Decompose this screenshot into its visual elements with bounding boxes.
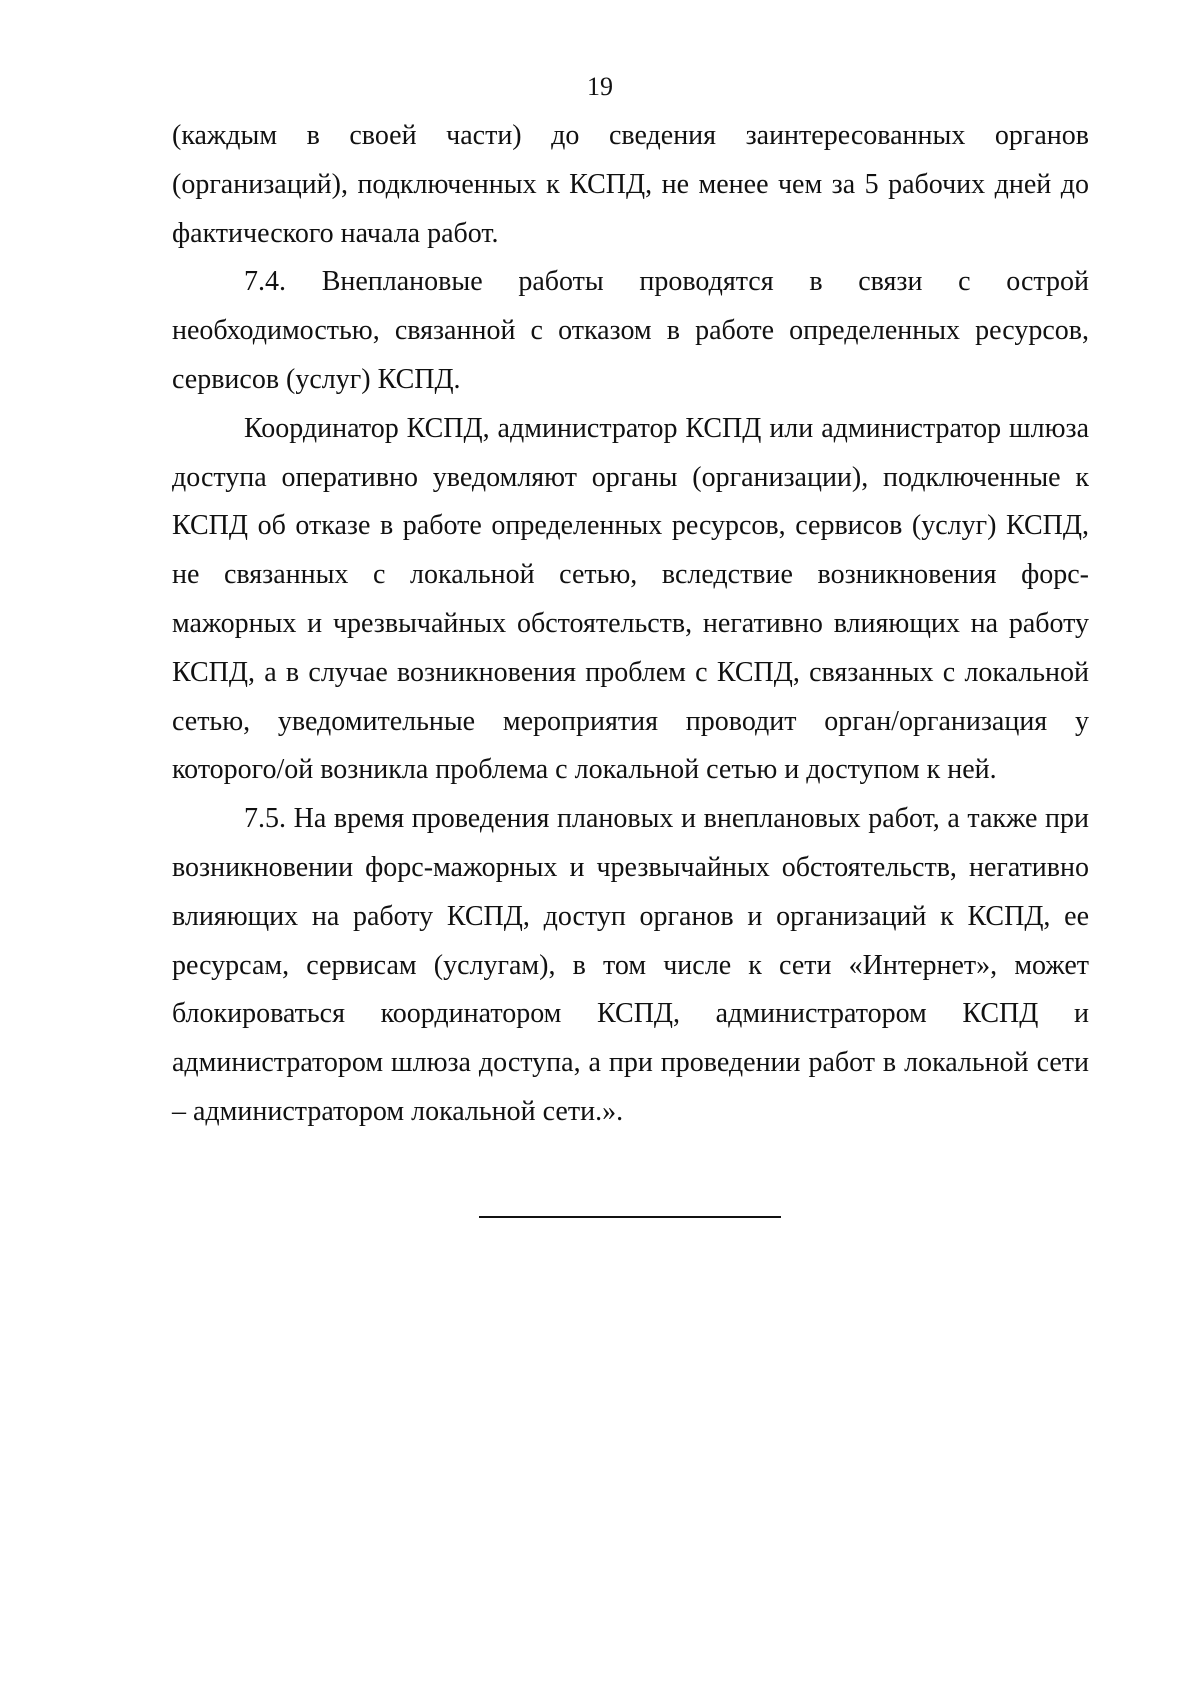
document-body <box>172 112 1089 1137</box>
paragraph-continuation: (каждым в своей части) до сведения заинтересованных органов (организаций), подключенных к КСПД, не менее чем за 5 рабочих дней до фактического начала работ. <box>172 120 1089 249</box>
paragraph-clause-7-5: 7.5. На время проведения плановых и внеплановых работ, а также при возникновении форс-мажорных и чрезвычайных обстоятельств, негативно влияющих на работу КСПД, доступ органов и организаций к КСПД, ее ресурсам, сервисам (услугам), в том числе к сети «Интернет», может блокироваться координатором КСПД, администратором КСПД и администратором шлюза доступа, а при проведении работ в локальной сети – администратором локальной сети.». <box>172 803 1089 1127</box>
paragraph-clause-7-4: 7.4. Внеплановые работы проводятся в связи с острой необходимостью, связанной с отказом в работе определенных ресурсов, сервисов (услуг) КСПД. <box>172 266 1089 395</box>
paragraph-coordinator-notice: Координатор КСПД, администратор КСПД или администратор шлюза доступа оперативно уведомляют органы (организации), подключенные к КСПД об отказе в работе определенных ресурсов, сервисов (услуг) КСПД, не связанных с локальной сетью, вследствие возникновения форс-мажорных и чрезвычайных обстоятельств, негативно влияющих на работу КСПД, а в случае возникновения проблем с КСПД, связанных с локальной сетью, уведомительные мероприятия проводит орган/организация у которого/ой возникла проблема с локальной сетью и доступом к ней. <box>172 412 1089 786</box>
page-number: 19 <box>587 72 613 101</box>
end-of-text-rule <box>479 1216 781 1218</box>
